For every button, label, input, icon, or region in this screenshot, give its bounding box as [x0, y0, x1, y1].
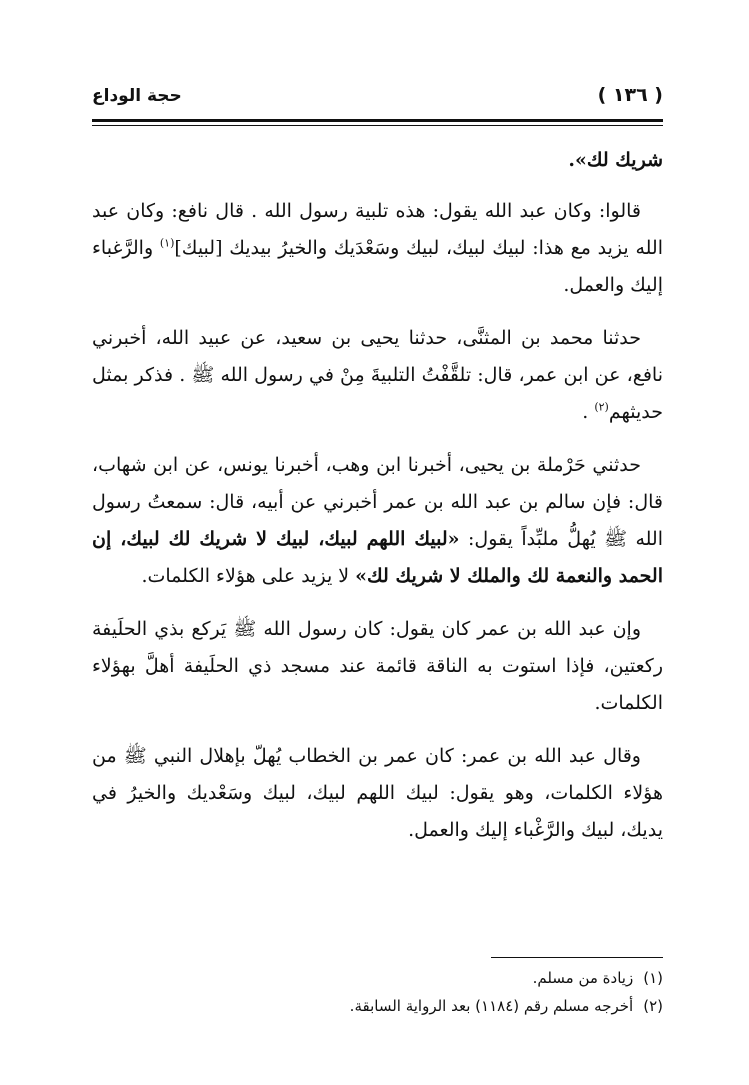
footnote-number: (٢): [643, 997, 663, 1015]
running-title: حجة الوداع: [92, 86, 182, 106]
footnote-ref-1: (١): [159, 236, 175, 250]
paragraph-2-tail: والرَّغباء إليك والعمل.: [92, 237, 663, 296]
header-rule-thin: [92, 125, 663, 126]
footnote-text: زيادة من مسلم.: [532, 969, 634, 987]
footnote-1: [92, 964, 663, 992]
paragraph-4: [92, 447, 663, 595]
paragraph-2-text: قالوا: وكان عبد الله يقول: هذه تلبية رسول الله . قال نافع: وكان عبد الله يزيد مع هذا: لبيك لبيك، لبيك وسَعْدَيك والخيرُ بيديك [لبيك]: [92, 200, 663, 259]
footnote-ref-2: (٢): [594, 400, 609, 414]
main-text: [92, 142, 663, 865]
footnote-text: أخرجه مسلم رقم (١١٨٤) بعد الرواية السابقة.: [349, 997, 634, 1015]
footnote-2: [92, 992, 663, 1020]
paragraph-1: شريك لك».: [568, 149, 663, 171]
paragraph-3-text: حدثنا محمد بن المثنَّى، حدثنا يحيى بن سعيد، عن عبيد الله، أخبرني نافع، عن ابن عمر، قال: تلقَّفْتُ التلبيةَ مِنْ في رسول الله ﷺ . فذكر بمثل حديثهم: [92, 327, 663, 423]
paragraph-5: وإن عبد الله بن عمر كان يقول: كان رسول الله ﷺ يَركع بذي الحلَيفة ركعتين، فإذا استوت به الناقة قائمة عند مسجد ذي الحلَيفة أهلَّ بهؤلاء الكلمات.: [92, 618, 663, 714]
header-rule-thick: [92, 119, 663, 122]
paragraph-3: [92, 320, 663, 431]
footnotes: [92, 964, 663, 1020]
paragraph-3-tail: .: [582, 401, 595, 423]
footnote-number: (١): [643, 969, 663, 987]
paragraph-2: [92, 193, 663, 304]
paragraph-6: وقال عبد الله بن عمر: كان عمر بن الخطاب يُهلّ بإهلال النبي ﷺ من هؤلاء الكلمات، وهو يقول: لبيك اللهم لبيك، لبيك وسَعْديك والخيرُ في يديك، لبيك والرَّغْباء إليك والعمل.: [92, 745, 663, 841]
page-number: ( ١٣٦ ): [597, 84, 663, 106]
paragraph-4-tail: لا يزيد على هؤلاء الكلمات.: [141, 565, 356, 587]
paragraph-4-text: حدثني حَرْملة بن يحيى، أخبرنا ابن وهب، أخبرنا يونس، عن ابن شهاب، قال: فإن سالم بن عبد الله بن عمر أخبرني عن أبيه، قال: سمعتُ رسول الله ﷺ يُهلُّ ملبِّداً يقول:: [92, 454, 663, 550]
talbiya-quote: «لبيك اللهم لبيك، لبيك لا شريك لك لبيك، إن الحمد والنعمة لك والملك لا شريك لك»: [92, 528, 663, 587]
page-header: [92, 84, 663, 114]
footnote-separator: [491, 957, 663, 958]
